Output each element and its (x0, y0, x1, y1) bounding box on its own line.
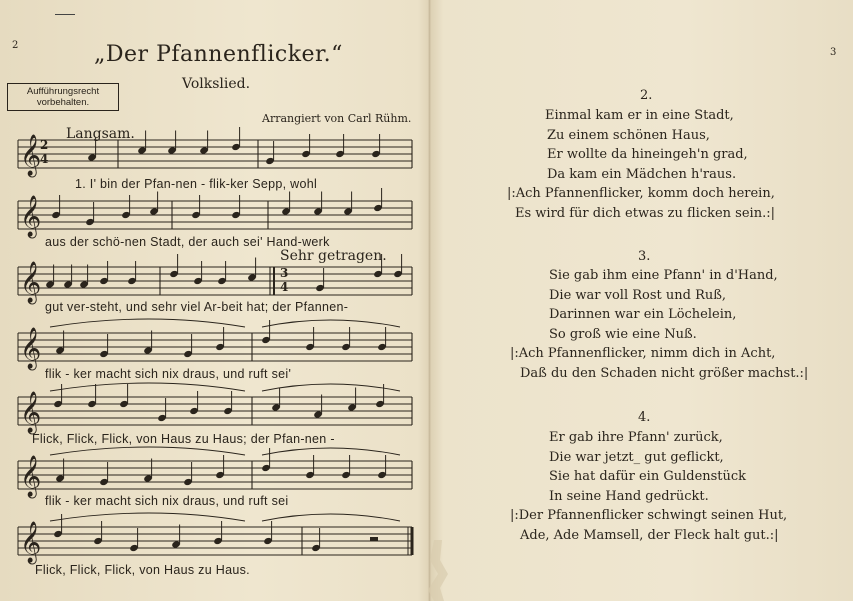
time-signature-top: 3 (280, 266, 289, 280)
verse-2 (505, 106, 775, 223)
treble-clef-icon: 𝄞 (20, 392, 42, 433)
phrase-slur (262, 384, 400, 391)
verse-line: Er gab ihre Pfann' zurück, (549, 430, 723, 445)
arranger-credit: Arrangiert von Carl Rühm. (262, 112, 412, 125)
verse-number: 3. (638, 249, 651, 264)
verse-line: Einmal kam er in eine Stadt, (545, 108, 734, 123)
verse-line: Sie hat dafür ein Guldenstück (549, 469, 747, 484)
lyric-line-3: gut ver-steht, und sehr viel Ar-beit hat; der Pfannen- (45, 300, 349, 314)
paper-tear (420, 540, 460, 601)
phrase-slur (50, 447, 245, 455)
verse-line: |:Der Pfannenflicker schwingt seinen Hut, (510, 508, 788, 523)
treble-clef-icon: 𝄞 (20, 328, 42, 369)
lyric-line-5: Flick, Flick, Flick, von Haus zu Haus; der Pfan-nen - (32, 432, 335, 446)
verse-3 (505, 266, 808, 383)
time-signature-top: 2 (40, 138, 49, 152)
verse-line: Die war jetzt_ gut geflickt, (549, 449, 724, 465)
treble-clef-icon: 𝄞 (20, 522, 42, 563)
tempo-marking-sehr-getragen: Sehr getragen. (280, 248, 387, 264)
rights-line-1: Aufführungsrecht (26, 86, 100, 97)
lyric-line-2: aus der schö-nen Stadt, der auch sei' Hand-werk (45, 235, 330, 249)
lyric-line-6: flik - ker macht sich nix draus, und ruft sei (45, 494, 289, 508)
verse-4 (505, 428, 787, 545)
rights-line-2: vorbehalten. (36, 97, 90, 108)
time-signature-bottom: 4 (280, 280, 289, 294)
verse-line: So groß wie eine Nuß. (549, 326, 697, 342)
song-subtitle: Volkslied. (182, 76, 251, 92)
verse-line: Ade, Ade Mamsell, der Fleck halt gut.:| (520, 527, 779, 543)
phrase-slur (50, 383, 245, 391)
verse-line: Er wollte da hineingeh'n grad, (547, 147, 748, 162)
song-title: „Der Pfannenflicker.“ (94, 42, 343, 67)
treble-clef-icon: 𝄞 (20, 196, 42, 237)
treble-clef-icon: 𝄞 (20, 262, 42, 303)
phrase-slur (262, 514, 400, 521)
page-number-left: 2 (12, 40, 19, 51)
lyric-line-7: Flick, Flick, Flick, von Haus zu Haus. (35, 563, 250, 577)
lyric-line-1: 1. I' bin der Pfan-nen - flik-ker Sepp, wohl (75, 177, 318, 191)
verse-line: Es wird für dich etwas zu flicken sein.:| (515, 205, 775, 221)
tempo-marking-langsam: Langsam. (66, 126, 135, 142)
phrase-slur (262, 320, 400, 327)
verse-number: 2. (640, 88, 653, 103)
treble-clef-icon: 𝄞 (20, 456, 42, 497)
verse-line: Darinnen war ein Löchelein, (549, 307, 737, 322)
phrase-slur (262, 448, 400, 455)
rest-icon (370, 537, 378, 541)
treble-clef-icon: 𝄞 (20, 135, 42, 176)
verse-line: Da kam ein Mädchen h'raus. (547, 166, 737, 182)
verse-number: 4. (638, 410, 651, 425)
verse-line: |:Ach Pfannenflicker, komm doch herein, (507, 186, 775, 201)
verse-line: Zu einem schönen Haus, (547, 127, 710, 143)
time-signature-bottom: 4 (40, 152, 49, 166)
page-number-right: 3 (830, 47, 837, 58)
lyric-line-4: flik - ker macht sich nix draus, und ruft sei' (45, 367, 292, 381)
verse-line: Sie gab ihm eine Pfann' in d'Hand, (549, 268, 778, 283)
phrase-slur (50, 513, 245, 521)
phrase-slur (50, 319, 245, 327)
verse-line: Daß du den Schaden nicht größer machst.:| (520, 365, 809, 381)
verse-line: Die war voll Rost und Ruß, (549, 287, 727, 303)
verse-line: |:Ach Pfannenflicker, nimm dich in Acht, (510, 346, 776, 361)
verse-line: In seine Hand gedrückt. (549, 488, 709, 504)
